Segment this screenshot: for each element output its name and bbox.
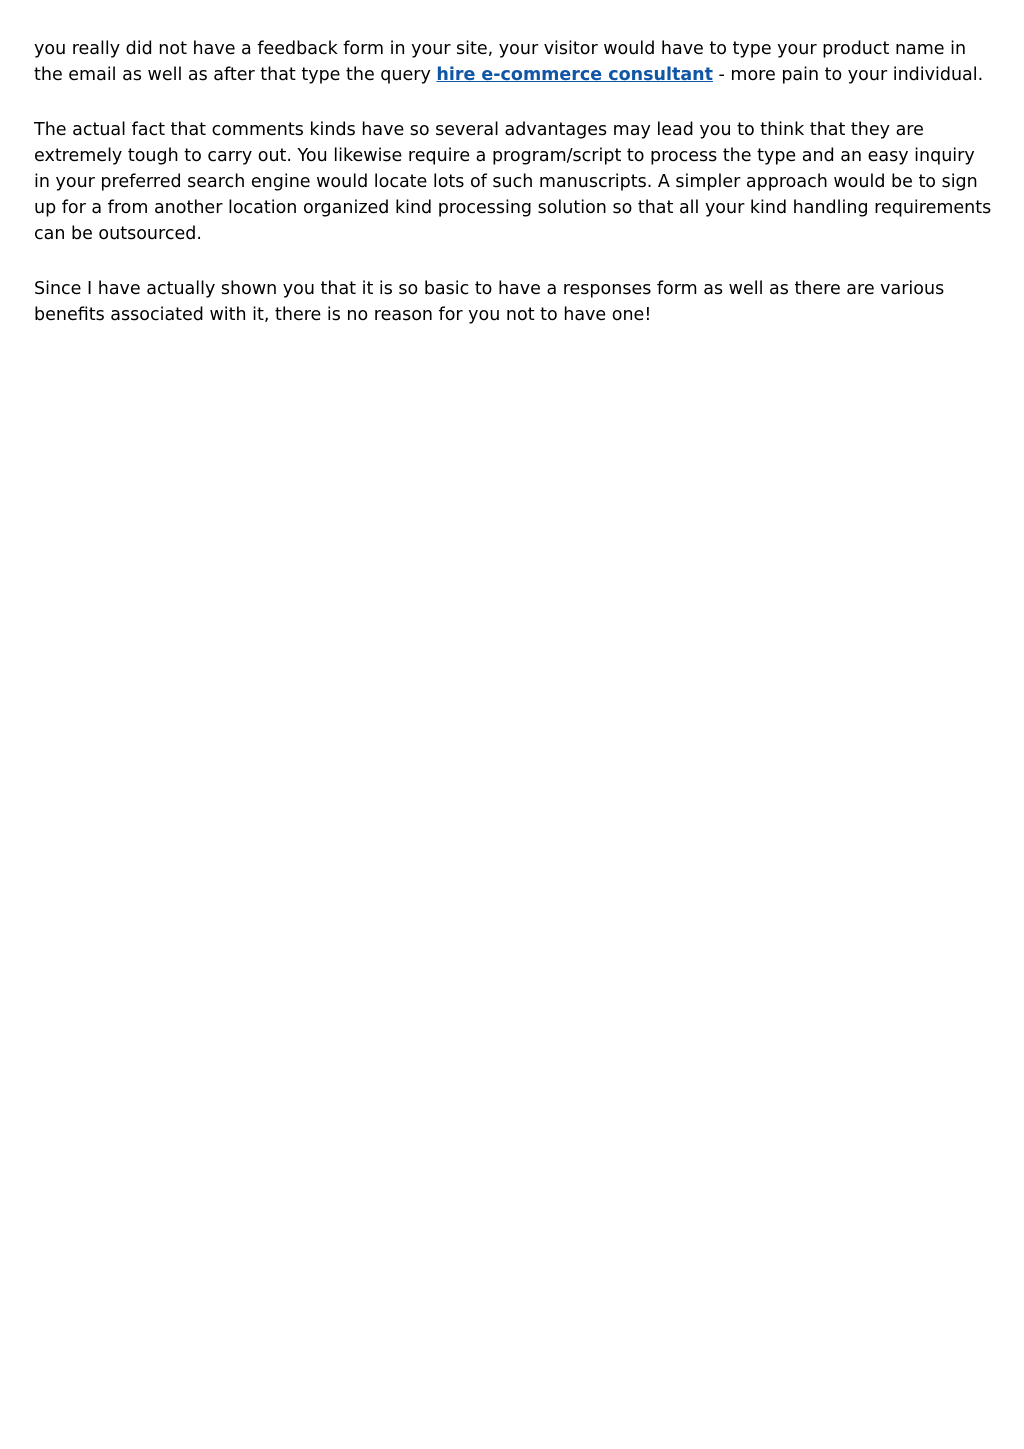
- paragraph-conclusion: Since I have actually shown you that it is so basic to have a responses form as well as there are various benefits associated with it, there is no reason for you not to have one!: [34, 279, 945, 325]
- paragraph-1-text-after-link: - more pain to your individual.: [712, 65, 984, 85]
- hire-ecommerce-consultant-link[interactable]: hire e-commerce consultant: [436, 65, 713, 85]
- paragraph-1-text-before-link: you really did not have a feedback form in your site, your visitor would have to type your product name in the email as well as after that type the query: [34, 39, 967, 85]
- document-page: [34, 36, 994, 357]
- paragraph-advantages: The actual fact that comments kinds have so several advantages may lead you to think that they are extremely tough to carry out. You likewise require a program/script to process the type and an easy inquiry in your preferred search engine would locate lots of such manuscripts. A simpler approach would be to sign up for a from another location organized kind processing solution so that all your kind handling requirements can be outsourced.: [34, 120, 992, 244]
- paragraph-feedback-form: [34, 36, 994, 88]
